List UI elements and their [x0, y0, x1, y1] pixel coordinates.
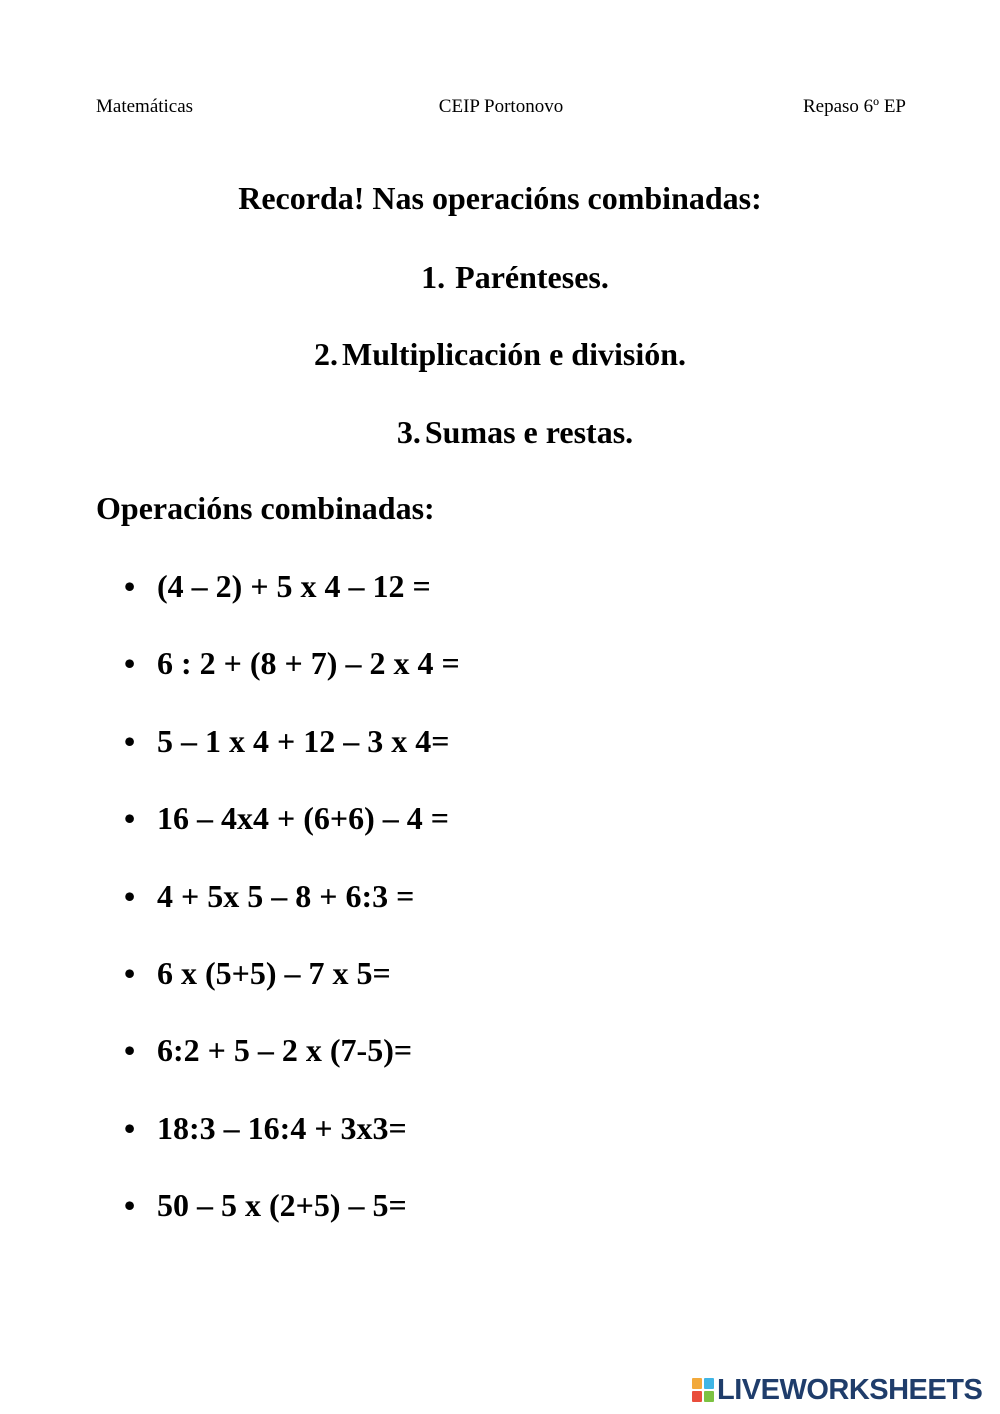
bullet: •	[124, 722, 136, 759]
reminder-title: Recorda! Nas operacións combinadas:	[238, 180, 762, 216]
bullet: •	[124, 954, 136, 991]
liveworksheets-logo	[692, 1374, 982, 1406]
logo-tile	[704, 1391, 714, 1402]
bullet: •	[124, 800, 136, 837]
exercise-expression: 18:3 – 16:4 + 3x3=	[157, 1109, 407, 1146]
exercise-expression: 4 + 5x 5 – 8 + 6:3 =	[157, 877, 415, 914]
logo-text: LIVEWORKSHEETS	[717, 1373, 983, 1406]
step-number: 1.	[421, 259, 446, 295]
step-label: Parénteses.	[455, 259, 609, 295]
exercise-expression: 6:2 + 5 – 2 x (7-5)=	[157, 1032, 413, 1069]
exercise-item	[0, 568, 1000, 645]
exercise-expression: 16 – 4x4 + (6+6) – 4 =	[157, 800, 450, 837]
reminder-step-2	[0, 336, 1000, 373]
exercise-item	[0, 800, 1000, 877]
exercise-item	[0, 1032, 1000, 1109]
exercise-expression: 6 : 2 + (8 + 7) – 2 x 4 =	[157, 645, 460, 682]
step-label: Multiplicación e división.	[341, 336, 687, 372]
exercise-item	[0, 878, 1000, 955]
logo-tile	[704, 1378, 714, 1389]
header-subject: Matemáticas	[96, 96, 194, 117]
bullet: •	[124, 1109, 136, 1146]
exercise-list	[0, 568, 1000, 1265]
exercise-expression: 6 x (5+5) – 7 x 5=	[157, 954, 391, 991]
page-header	[96, 96, 906, 120]
bullet: •	[124, 877, 136, 914]
exercise-expression: 50 – 5 x (2+5) – 5=	[157, 1187, 407, 1224]
exercise-item	[0, 645, 1000, 722]
exercise-item	[0, 1187, 1000, 1264]
exercise-expression: 5 – 1 x 4 + 12 – 3 x 4=	[157, 722, 450, 759]
logo-tile	[692, 1391, 702, 1402]
reminder-step-1	[0, 259, 1000, 296]
bullet: •	[124, 568, 136, 604]
exercise-item	[0, 955, 1000, 1032]
header-school: CEIP Portonovo	[438, 96, 564, 117]
bullet: •	[124, 1187, 136, 1224]
header-course: Repaso 6º EP	[803, 96, 906, 117]
step-number: 3.	[396, 414, 421, 450]
step-number: 2.	[313, 336, 338, 372]
step-label: Sumas e restas.	[424, 414, 634, 450]
exercise-item	[0, 723, 1000, 800]
logo-tile	[692, 1378, 702, 1389]
reminder-step-3	[0, 414, 1000, 451]
exercise-item	[0, 1110, 1000, 1187]
liveworksheets-logo-icon	[692, 1378, 714, 1402]
exercises-heading: Operacións combinadas:	[96, 490, 435, 526]
bullet: •	[124, 645, 136, 682]
exercise-expression: (4 – 2) + 5 x 4 – 12 =	[157, 568, 431, 604]
bullet: •	[124, 1032, 136, 1069]
